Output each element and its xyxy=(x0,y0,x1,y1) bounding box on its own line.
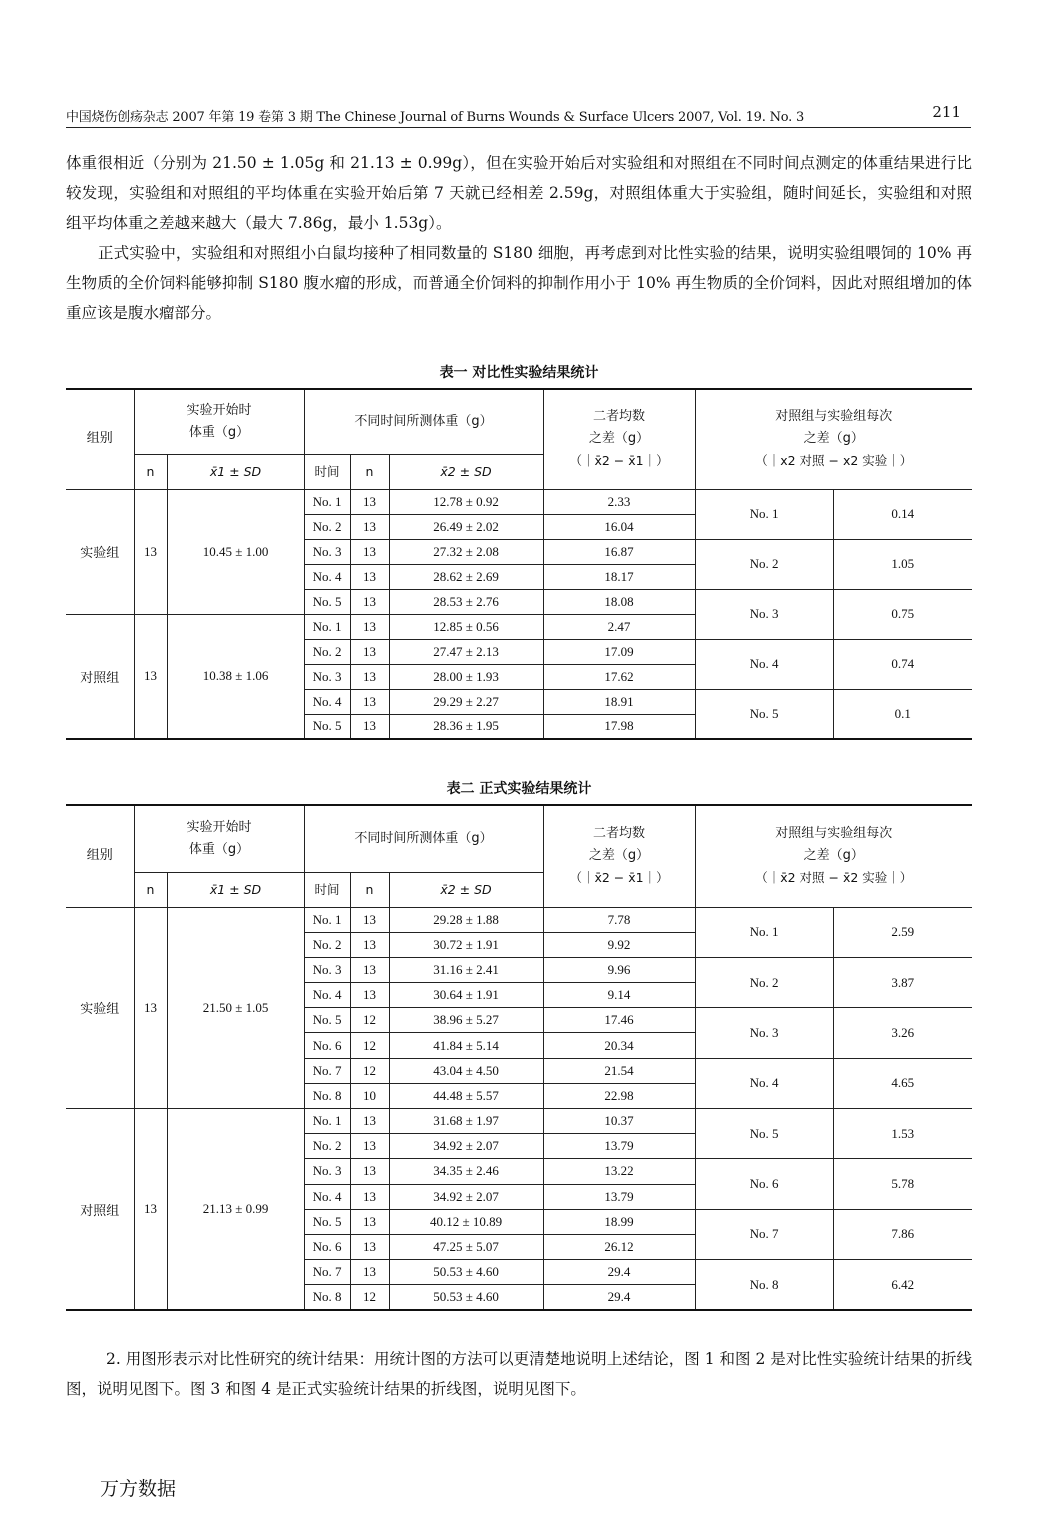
watermark-footer: 万方数据 xyxy=(100,1478,177,1500)
each-diff-time-cell: No. 7 xyxy=(695,1209,833,1259)
mean-diff-cell: 18.17 xyxy=(543,564,695,589)
each-diff-time-cell: No. 2 xyxy=(695,539,833,589)
group-name-cell: 对照组 xyxy=(66,614,134,739)
time-cell: No. 5 xyxy=(304,1209,350,1234)
mean-diff-cell: 16.87 xyxy=(543,539,695,564)
table2-body xyxy=(66,907,972,1310)
mean-diff-cell: 13.22 xyxy=(543,1159,695,1184)
each-diff-header-line1: 对照组与实验组每次 xyxy=(775,409,893,425)
time-cell: No. 3 xyxy=(304,539,350,564)
mean-diff-cell: 26.12 xyxy=(543,1234,695,1259)
each-diff-header xyxy=(695,389,972,489)
mean-diff-cell: 17.62 xyxy=(543,664,695,689)
group-header: 组别 xyxy=(66,389,134,489)
n-cell: 13 xyxy=(350,589,389,614)
x2-sd-cell: 47.25 ± 5.07 xyxy=(389,1234,543,1259)
paragraph-2: 正式实验中，实验组和对照组小白鼠均接种了相同数量的 S180 细胞，再考虑到对比性实验的结果，说明实验组喂饲的 10% 再生物质的全价饲料能够抑制 S180 腹水瘤的形成，而普通全价饲料的抑制作用小于 10% 再生物质的全价饲料，因此对照组增加的体重应该是腹水瘤部分。 xyxy=(66,244,972,322)
group-header: 组别 xyxy=(66,805,134,907)
x2-sd-cell: 34.35 ± 2.46 xyxy=(389,1159,543,1184)
time-cell: No. 4 xyxy=(304,689,350,714)
each-diff-time-cell: No. 4 xyxy=(695,1058,833,1108)
mean-diff-cell: 17.09 xyxy=(543,639,695,664)
start-weight-cell: 10.38 ± 1.06 xyxy=(167,614,304,739)
running-header xyxy=(66,103,971,128)
group-n-cell: 13 xyxy=(134,907,167,1109)
x2-sd-cell: 50.53 ± 4.60 xyxy=(389,1285,543,1310)
each-diff-header-line3: （｜x2 对照 − x2 实验｜） xyxy=(755,453,913,469)
time-cell: No. 8 xyxy=(304,1083,350,1108)
n-header: n xyxy=(134,454,167,489)
x2-sd-header: x̄2 ± SD xyxy=(389,872,543,907)
x2-sd-cell: 28.00 ± 1.93 xyxy=(389,664,543,689)
table-row xyxy=(66,907,972,932)
n-cell: 13 xyxy=(350,1234,389,1259)
x2-sd-header: x̄2 ± SD xyxy=(389,454,543,489)
time-header: 时间 xyxy=(304,454,350,489)
mean-diff-cell: 7.78 xyxy=(543,907,695,932)
each-diff-value-cell: 2.59 xyxy=(833,907,972,957)
mean-diff-cell: 18.08 xyxy=(543,589,695,614)
mean-diff-cell: 18.91 xyxy=(543,689,695,714)
measured-weight-header: 不同时间所测体重（g） xyxy=(304,389,543,454)
x2-sd-cell: 27.47 ± 2.13 xyxy=(389,639,543,664)
n-cell: 13 xyxy=(350,1184,389,1209)
mean-diff-header-line3: （｜x̄2 − x̄1｜） xyxy=(569,870,669,886)
mean-diff-cell: 29.4 xyxy=(543,1285,695,1310)
each-diff-time-cell: No. 2 xyxy=(695,957,833,1007)
n-cell: 13 xyxy=(350,664,389,689)
x2-sd-cell: 38.96 ± 5.27 xyxy=(389,1008,543,1033)
time-cell: No. 1 xyxy=(304,907,350,932)
n-cell: 13 xyxy=(350,957,389,982)
x2-sd-cell: 50.53 ± 4.60 xyxy=(389,1260,543,1285)
each-diff-value-cell: 3.87 xyxy=(833,957,972,1007)
start-weight-header-line1: 实验开始时 xyxy=(186,819,252,835)
journal-title: 中国烧伤创疡杂志 2007 年第 19 卷第 3 期 The Chinese Journal of Burns Wounds & Surface Ulcers 2007, Vol. 19. No. 3 xyxy=(66,110,805,125)
each-diff-time-cell: No. 6 xyxy=(695,1159,833,1209)
time-cell: No. 7 xyxy=(304,1058,350,1083)
time-cell: No. 8 xyxy=(304,1285,350,1310)
n-cell: 13 xyxy=(350,714,389,739)
each-diff-header-line3: （｜x̄2 对照 − x̄2 实验｜） xyxy=(755,870,913,886)
x2-sd-cell: 28.36 ± 1.95 xyxy=(389,714,543,739)
each-diff-value-cell: 0.14 xyxy=(833,489,972,539)
table2-caption: 表二 正式实验结果统计 xyxy=(446,781,592,797)
mean-diff-cell: 2.33 xyxy=(543,489,695,514)
n-cell: 13 xyxy=(350,907,389,932)
time-cell: No. 2 xyxy=(304,932,350,957)
each-diff-header-line2: 之差（g） xyxy=(803,431,864,447)
time-cell: No. 4 xyxy=(304,1184,350,1209)
x2-sd-cell: 41.84 ± 5.14 xyxy=(389,1033,543,1058)
mean-diff-cell: 17.46 xyxy=(543,1008,695,1033)
n-cell: 12 xyxy=(350,1058,389,1083)
x2-sd-cell: 29.28 ± 1.88 xyxy=(389,907,543,932)
x1-sd-header: x̄1 ± SD xyxy=(167,872,304,907)
group-name-cell: 实验组 xyxy=(66,489,134,614)
mean-diff-cell: 13.79 xyxy=(543,1134,695,1159)
n-cell: 13 xyxy=(350,1260,389,1285)
each-diff-value-cell: 7.86 xyxy=(833,1209,972,1259)
n-cell: 13 xyxy=(350,1109,389,1134)
n-cell: 13 xyxy=(350,689,389,714)
each-diff-header xyxy=(695,805,972,907)
n-cell: 12 xyxy=(350,1033,389,1058)
each-diff-value-cell: 1.05 xyxy=(833,539,972,589)
n-cell: 12 xyxy=(350,1008,389,1033)
x2-sd-cell: 27.32 ± 2.08 xyxy=(389,539,543,564)
mean-diff-cell: 2.47 xyxy=(543,614,695,639)
each-diff-time-cell: No. 5 xyxy=(695,689,833,739)
measured-weight-header: 不同时间所测体重（g） xyxy=(304,805,543,872)
time-cell: No. 2 xyxy=(304,639,350,664)
start-weight-header-line1: 实验开始时 xyxy=(186,402,252,418)
start-weight-cell: 21.50 ± 1.05 xyxy=(167,907,304,1109)
each-diff-time-cell: No. 3 xyxy=(695,1008,833,1058)
x2-sd-cell: 44.48 ± 5.57 xyxy=(389,1083,543,1108)
time-cell: No. 3 xyxy=(304,957,350,982)
paragraph-1: 体重很相近（分别为 21.50 ± 1.05g 和 21.13 ± 0.99g），但在实验开始后对实验组和对照组在不同时间点测定的体重结果进行比较发现，实验组和对照组的平均体重在实验开始后第 7 天就已经相差 2.59g，对照组体重大于实验组，随时间延长，实验组和对照组平均体重之差越来越大（最大 7.86g，最小 1.53g）。 xyxy=(66,154,972,232)
start-weight-header-line2: 体重（g） xyxy=(188,841,250,857)
time-cell: No. 6 xyxy=(304,1234,350,1259)
mean-diff-cell: 22.98 xyxy=(543,1083,695,1108)
table-row xyxy=(66,489,972,514)
each-diff-value-cell: 0.75 xyxy=(833,589,972,639)
table2 xyxy=(66,804,972,1311)
mean-diff-cell: 9.92 xyxy=(543,932,695,957)
each-diff-value-cell: 1.53 xyxy=(833,1109,972,1159)
n-cell: 13 xyxy=(350,639,389,664)
each-diff-time-cell: No. 5 xyxy=(695,1109,833,1159)
each-diff-value-cell: 3.26 xyxy=(833,1008,972,1058)
n-cell: 13 xyxy=(350,539,389,564)
n-cell: 13 xyxy=(350,614,389,639)
time-cell: No. 5 xyxy=(304,1008,350,1033)
x2-sd-cell: 30.64 ± 1.91 xyxy=(389,983,543,1008)
start-weight-header xyxy=(134,389,304,454)
n-cell: 10 xyxy=(350,1083,389,1108)
each-diff-value-cell: 0.1 xyxy=(833,689,972,739)
n-cell: 12 xyxy=(350,1285,389,1310)
time-cell: No. 1 xyxy=(304,1109,350,1134)
start-weight-cell: 21.13 ± 0.99 xyxy=(167,1109,304,1311)
group-n-cell: 13 xyxy=(134,614,167,739)
x2-sd-cell: 28.53 ± 2.76 xyxy=(389,589,543,614)
n-cell: 13 xyxy=(350,489,389,514)
mean-diff-cell: 18.99 xyxy=(543,1209,695,1234)
n-cell: 13 xyxy=(350,564,389,589)
time-cell: No. 2 xyxy=(304,1134,350,1159)
table1-body xyxy=(66,489,972,739)
time-cell: No. 5 xyxy=(304,589,350,614)
start-weight-header xyxy=(134,805,304,872)
n-cell: 13 xyxy=(350,1134,389,1159)
n-header: n xyxy=(350,454,389,489)
x2-sd-cell: 31.68 ± 1.97 xyxy=(389,1109,543,1134)
x2-sd-cell: 12.78 ± 0.92 xyxy=(389,489,543,514)
time-header: 时间 xyxy=(304,872,350,907)
each-diff-value-cell: 6.42 xyxy=(833,1260,972,1310)
time-cell: No. 1 xyxy=(304,614,350,639)
time-cell: No. 7 xyxy=(304,1260,350,1285)
each-diff-header-line2: 之差（g） xyxy=(803,848,864,864)
each-diff-value-cell: 5.78 xyxy=(833,1159,972,1209)
mean-diff-header-line1: 二者均数 xyxy=(593,409,646,425)
x2-sd-cell: 12.85 ± 0.56 xyxy=(389,614,543,639)
each-diff-time-cell: No. 4 xyxy=(695,639,833,689)
time-cell: No. 6 xyxy=(304,1033,350,1058)
time-cell: No. 5 xyxy=(304,714,350,739)
group-name-cell: 对照组 xyxy=(66,1109,134,1311)
x2-sd-cell: 40.12 ± 10.89 xyxy=(389,1209,543,1234)
start-weight-cell: 10.45 ± 1.00 xyxy=(167,489,304,614)
time-cell: No. 3 xyxy=(304,1159,350,1184)
mean-diff-cell: 9.14 xyxy=(543,983,695,1008)
n-cell: 13 xyxy=(350,983,389,1008)
x2-sd-cell: 29.29 ± 2.27 xyxy=(389,689,543,714)
table1 xyxy=(66,388,972,740)
group-name-cell: 实验组 xyxy=(66,907,134,1109)
x2-sd-cell: 34.92 ± 2.07 xyxy=(389,1134,543,1159)
x1-sd-header: x̄1 ± SD xyxy=(167,454,304,489)
mean-diff-header xyxy=(543,389,695,489)
time-cell: No. 3 xyxy=(304,664,350,689)
mean-diff-header-line1: 二者均数 xyxy=(593,826,646,842)
paragraph-3: 2. 用图形表示对比性研究的统计结果：用统计图的方法可以更清楚地说明上述结论，图 1 和图 2 是对比性实验统计结果的折线图，说明见图下。图 3 和图 4 是正式实验统计结果的折线图，说明见图下。 xyxy=(66,1350,972,1398)
each-diff-time-cell: No. 1 xyxy=(695,907,833,957)
group-n-cell: 13 xyxy=(134,1109,167,1311)
mean-diff-cell: 13.79 xyxy=(543,1184,695,1209)
each-diff-value-cell: 0.74 xyxy=(833,639,972,689)
x2-sd-cell: 30.72 ± 1.91 xyxy=(389,932,543,957)
time-cell: No. 2 xyxy=(304,514,350,539)
mean-diff-cell: 20.34 xyxy=(543,1033,695,1058)
n-header: n xyxy=(134,872,167,907)
table1-caption: 表一 对比性实验结果统计 xyxy=(439,365,599,381)
each-diff-value-cell: 4.65 xyxy=(833,1058,972,1108)
table-row xyxy=(66,1109,972,1134)
x2-sd-cell: 34.92 ± 2.07 xyxy=(389,1184,543,1209)
mean-diff-cell: 9.96 xyxy=(543,957,695,982)
x2-sd-cell: 43.04 ± 4.50 xyxy=(389,1058,543,1083)
x2-sd-cell: 28.62 ± 2.69 xyxy=(389,564,543,589)
x2-sd-cell: 26.49 ± 2.02 xyxy=(389,514,543,539)
mean-diff-cell: 29.4 xyxy=(543,1260,695,1285)
mean-diff-header xyxy=(543,805,695,907)
start-weight-header-line2: 体重（g） xyxy=(188,424,250,440)
each-diff-time-cell: No. 3 xyxy=(695,589,833,639)
page-number: 211 xyxy=(932,103,961,121)
n-cell: 13 xyxy=(350,1159,389,1184)
mean-diff-header-line2: 之差（g） xyxy=(588,848,650,864)
mean-diff-header-line3: （｜x̄2 − x̄1｜） xyxy=(569,453,669,469)
time-cell: No. 4 xyxy=(304,983,350,1008)
time-cell: No. 1 xyxy=(304,489,350,514)
n-cell: 13 xyxy=(350,1209,389,1234)
n-cell: 13 xyxy=(350,514,389,539)
each-diff-time-cell: No. 8 xyxy=(695,1260,833,1310)
each-diff-time-cell: No. 1 xyxy=(695,489,833,539)
mean-diff-cell: 16.04 xyxy=(543,514,695,539)
x2-sd-cell: 31.16 ± 2.41 xyxy=(389,957,543,982)
n-header: n xyxy=(350,872,389,907)
mean-diff-cell: 17.98 xyxy=(543,714,695,739)
each-diff-header-line1: 对照组与实验组每次 xyxy=(775,826,893,842)
time-cell: No. 4 xyxy=(304,564,350,589)
mean-diff-cell: 21.54 xyxy=(543,1058,695,1083)
n-cell: 13 xyxy=(350,932,389,957)
mean-diff-cell: 10.37 xyxy=(543,1109,695,1134)
mean-diff-header-line2: 之差（g） xyxy=(588,431,650,447)
group-n-cell: 13 xyxy=(134,489,167,614)
